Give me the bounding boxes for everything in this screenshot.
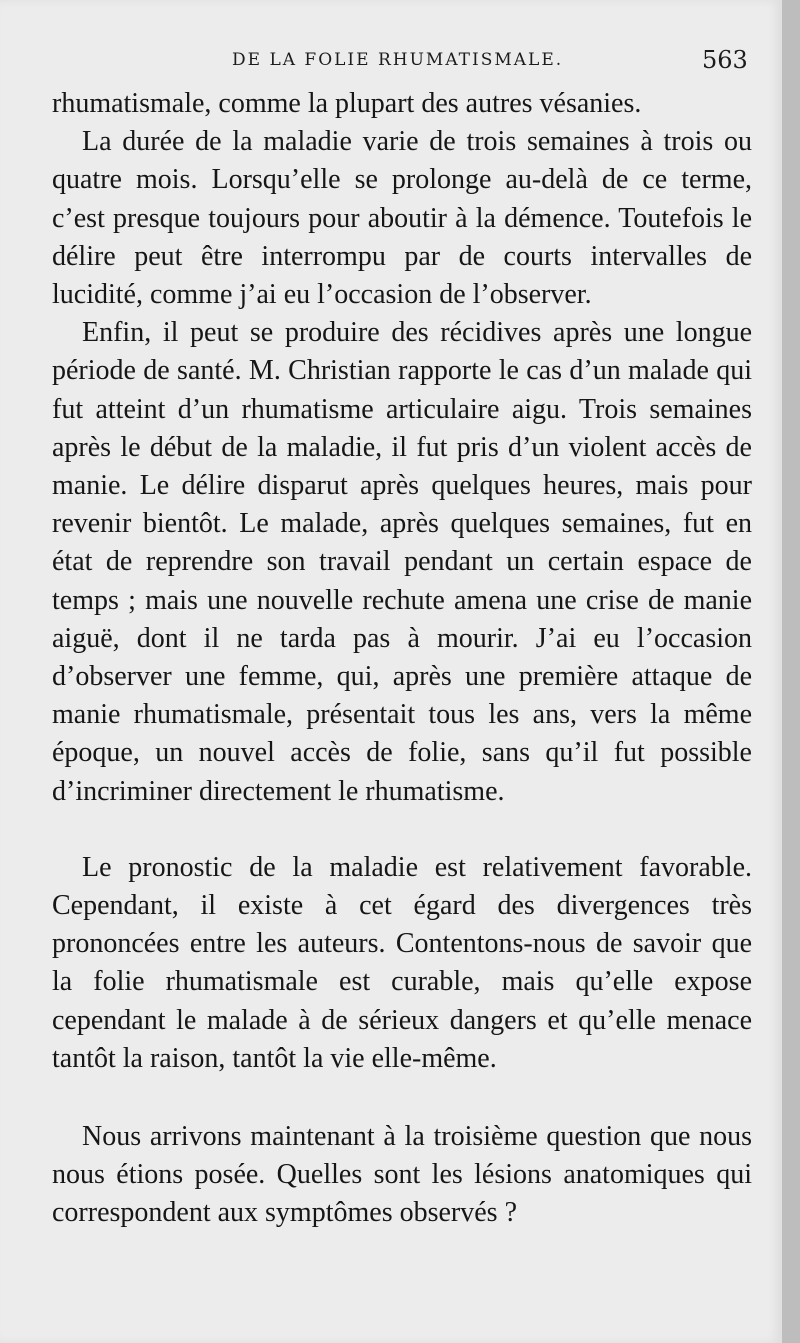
page-header <box>0 48 782 78</box>
page-edge <box>782 0 800 1343</box>
paragraph-recurrence: Enfin, il peut se produire des récidives après une longue période de santé. M. Christian rapporte le cas d’un malade qui fut atteint d’un rhumatisme articulaire aigu. Trois semaines après le début de la maladie, il fut pris d’un violent accès de manie. Le délire disparut après quelques heures, mais pour revenir bientôt. Le malade, après quelques semaines, fut en état de reprendre son travail pendant un certain espace de temps ; mais une nouvelle rechute amena une crise de manie aiguë, dont il ne tarda pas à mourir. J’ai eu l’occasion d’observer une femme, qui, après une première attaque de manie rhumatismale, présentait tous les ans, vers la même époque, un nouvel accès de folie, sans qu’il fut possible d’incriminer directement le rhumatisme. <box>52 317 752 807</box>
body-text <box>52 85 752 1233</box>
page-number: 563 <box>702 46 748 74</box>
paragraph-prognosis: Le pronostic de la maladie est relativement favorable. Cependant, il existe à cet égard des divergences très prononcées entre les auteurs. Contentons-nous de savoir que la folie rhumatismale est curable, mais qu’elle expose cependant le malade à de sérieux dangers et qu’elle menace tantôt la raison, tantôt la vie elle-même. <box>52 851 752 1074</box>
running-title: DE LA FOLIE RHUMATISMALE. <box>232 50 564 70</box>
paragraph-duration: La durée de la maladie varie de trois semaines à trois ou quatre mois. Lorsqu’elle se prolonge au-delà de ce terme, c’est presque toujours pour aboutir à la démence. Toutefois le délire peut être interrompu par de courts intervalles de lucidité, comme j’ai eu l’occasion de l’observer. <box>52 126 752 311</box>
paragraph-lesions: Nous arrivons maintenant à la troisième question que nous nous étions posée. Quelles sont les lésions anatomiques qui correspondent aux symptômes observés ? <box>52 1121 752 1229</box>
paragraph-continuation: rhumatismale, comme la plupart des autres vésanies. <box>52 88 642 119</box>
